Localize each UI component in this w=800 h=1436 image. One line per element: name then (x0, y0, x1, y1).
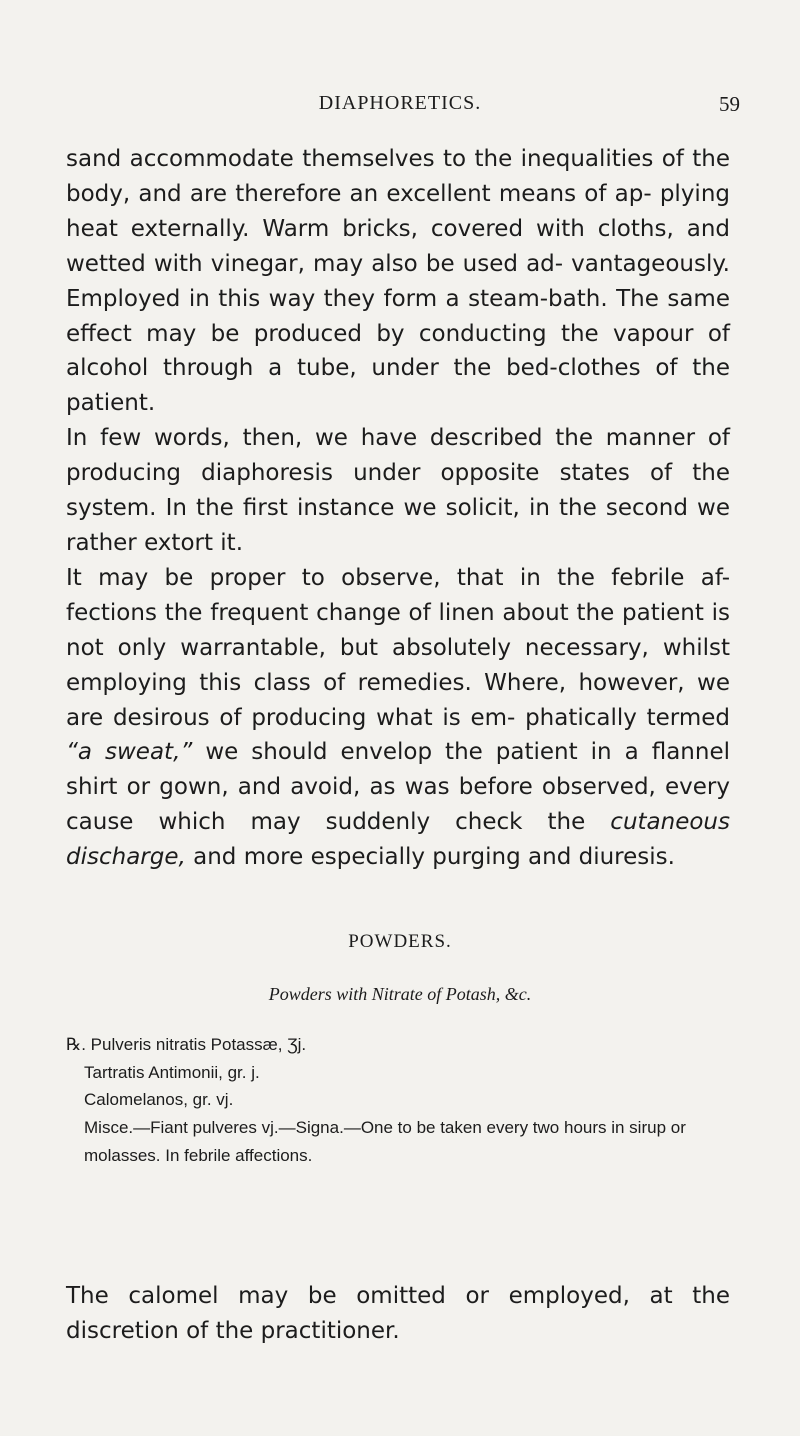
running-head: DIAPHORETICS. (318, 92, 482, 114)
page-header (0, 92, 800, 122)
prescription-directions-text: Misce.—Fiant pulveres vj.—Signa.—One to be taken every two hours in sirup or molasses. In febrile affections. (84, 1118, 686, 1165)
prescription-line-1: ℞. Pulveris nitratis Potassæ, Ʒj. (66, 1035, 307, 1054)
term-cutaneous-discharge: cutaneous discharge, (66, 809, 730, 871)
quoted-term-sweat: “a sweat,” (66, 739, 193, 766)
prescription-line-3: Calomelanos, gr. vj. (84, 1090, 234, 1110)
prescription-directions (66, 1114, 730, 1169)
section-subtitle: Powders with Nitrate of Potash, &c. (268, 984, 532, 1004)
paragraph-3 (66, 561, 730, 875)
prescription (66, 1031, 730, 1170)
closing-text: The calomel may be omitted or employed, at the discretion of the practitioner. (66, 1283, 730, 1344)
paragraph-3-text-a: It may be proper to observe, that in the febrile af- fections the frequent change of linen about the patient is not only warrantable, but absolutely necessary, whilst employing this class of remedies. Where, however, we are desirous of producing what is em- phatically termed (66, 564, 730, 731)
closing-paragraph (66, 1279, 730, 1349)
paragraph-3-text-c: and more especially purging and diuresis. (185, 844, 675, 871)
prescription-line-2: Tartratis Antimonii, gr. j. (84, 1062, 260, 1082)
body-text (66, 142, 730, 875)
paragraph-1: sand accommodate themselves to the inequalities of the body, and are therefore an excellent means of ap- plying heat externally. Warm bricks, covered with cloths, and wetted with vinegar, may also be used ad- vantageously. Employed in this way they form a steam-bath. The same effect may be produced by conducting the vapour of alcohol through a tube, under the bed-clothes of the patient. (66, 146, 730, 417)
page-number: 59 (719, 92, 740, 116)
paragraph-2: In few words, then, we have described the manner of producing diaphoresis under opposite states of the system. In the first instance we solicit, in the second we rather extort it. (66, 425, 730, 556)
paragraph-3-text-b: we should envelop the patient in a flannel shirt or gown, and avoid, as was before observed, every cause which may suddenly check the (66, 739, 730, 836)
section-title: POWDERS. (348, 931, 452, 952)
